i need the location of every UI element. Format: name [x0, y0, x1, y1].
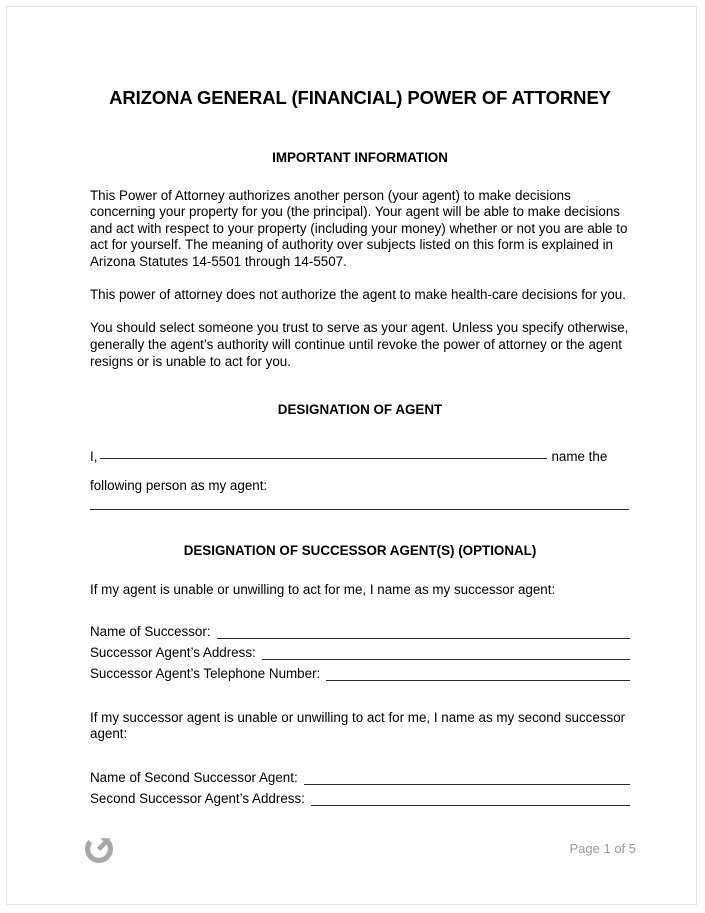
page-footer [84, 834, 636, 868]
field-input-line[interactable] [326, 680, 630, 681]
field-label: Successor Agent’s Address: [90, 644, 256, 660]
paragraph-successor-intro: If my agent is unable or unwilling to act for me, I name as my successor agent: [90, 582, 556, 598]
field-label: Successor Agent’s Telephone Number: [90, 665, 321, 681]
principal-line-suffix: name the [551, 448, 608, 464]
field-input-line[interactable] [262, 659, 630, 660]
agent-line-continuation: following person as my agent: [90, 478, 268, 494]
section-heading-important-information: IMPORTANT INFORMATION [272, 150, 448, 166]
field-label: Name of Second Successor Agent: [90, 769, 298, 785]
field-second-successor-address [90, 788, 630, 809]
principal-name-field[interactable] [100, 458, 547, 459]
field-label: Name of Successor: [90, 623, 211, 639]
field-label: Second Successor Agent’s Address: [90, 790, 305, 806]
field-input-line[interactable] [217, 638, 630, 639]
second-successor-fields-group [90, 743, 630, 809]
field-name-of-second-successor [90, 767, 630, 788]
field-successor-address [90, 642, 630, 663]
circle-arrow-out-icon [84, 834, 114, 864]
field-input-line[interactable] [304, 784, 630, 785]
paragraph-health-care-exclusion: This power of attorney does not authorize the agent to make health-care decisions for you. [90, 287, 626, 303]
field-input-line[interactable] [311, 805, 630, 806]
paragraph-authorization: This Power of Attorney authorizes another person (your agent) to make decisions concerning your property for you (the principal). Your agent will be able to make decisions and act with respect to your property (including your money) whether or not you are able to act for yourself. The meaning of authority over subjects listed on this form is explained in Arizona Statutes 14-5501 through 14-5507. [90, 187, 628, 269]
section-heading-designation-of-agent: DESIGNATION OF AGENT [277, 402, 443, 418]
page-number-label: Page 1 of 5 [569, 841, 636, 856]
principal-line-prefix: I, [90, 448, 98, 464]
successor-fields-group [90, 599, 630, 684]
paragraph-second-successor-intro: If my successor agent is unable or unwilling to act for me, I name as my second successor agent: [90, 709, 626, 742]
field-name-of-successor [90, 621, 630, 642]
principal-name-line [90, 419, 630, 466]
section-heading-designation-of-successor-agents: DESIGNATION OF SUCCESSOR AGENT(S) (OPTIONAL) [183, 542, 537, 558]
field-successor-telephone [90, 663, 630, 684]
document-page [6, 6, 697, 905]
document-content [90, 7, 630, 809]
page-title: ARIZONA GENERAL (FINANCIAL) POWER OF ATTORNEY [109, 87, 611, 108]
paragraph-select-trusted-agent: You should select someone you trust to serve as your agent. Unless you specify otherwise, generally the agent’s authority will continue until revoke the power of attorney or the agent resigns or is unable to act for you. [90, 320, 629, 369]
